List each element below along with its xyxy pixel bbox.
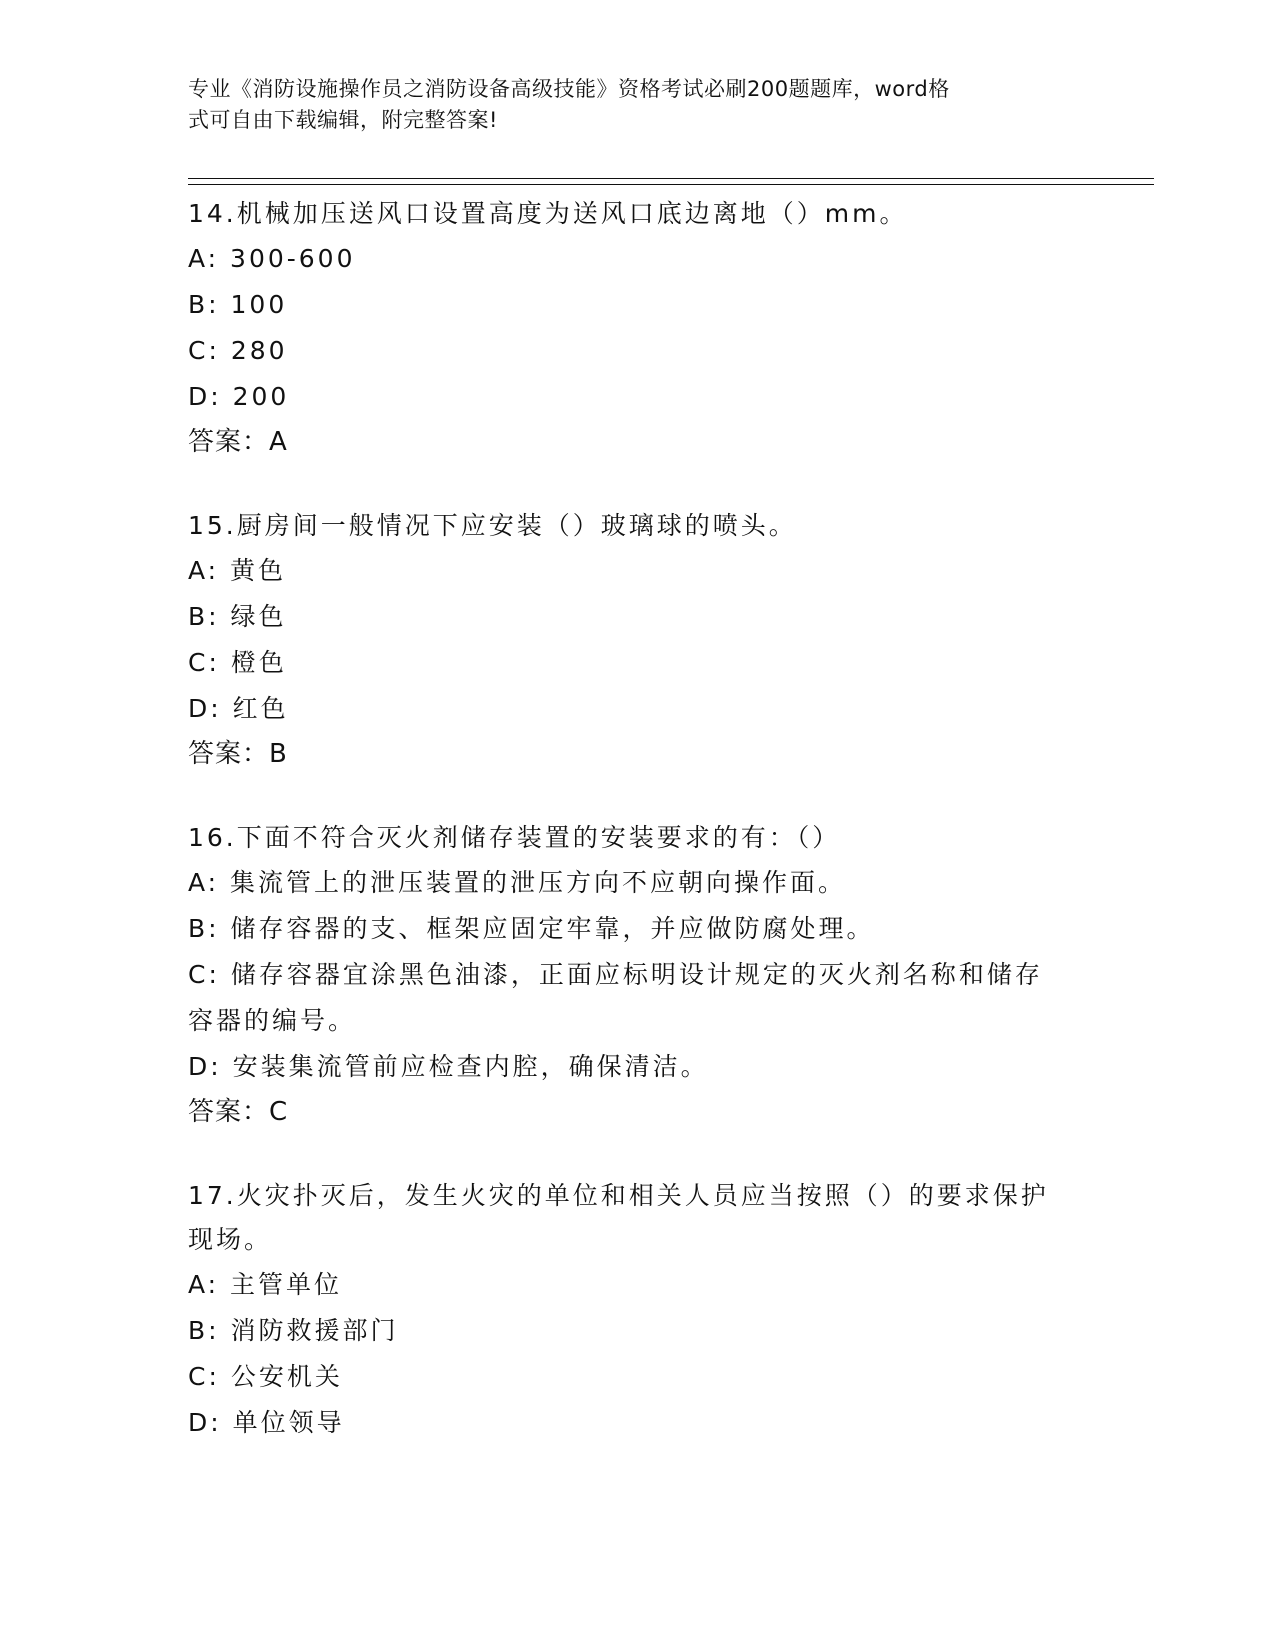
option-d: D: 红色 [188, 694, 289, 723]
answer-text: 答案：A [188, 427, 288, 457]
option-b: B: 绿色 [188, 602, 287, 631]
question-17 [188, 1174, 1078, 1446]
option-d: D: 安装集流管前应检查内腔，确保清洁。 [188, 1052, 709, 1081]
question-text: 16.下面不符合灭火剂储存装置的安装要求的有：（） [188, 823, 841, 852]
header-divider-bottom [188, 184, 1154, 185]
option-d: D: 单位领导 [188, 1408, 345, 1437]
question-16 [188, 816, 1078, 1134]
option-a: A: 主管单位 [188, 1270, 343, 1299]
question-text-continued: 现场。 [188, 1225, 273, 1254]
question-14 [188, 192, 1078, 464]
question-15 [188, 504, 1078, 776]
option-c: C: 橙色 [188, 648, 287, 677]
header-line-2: 式可自由下载编辑，附完整答案! [188, 108, 498, 132]
option-b: B: 消防救援部门 [188, 1316, 399, 1345]
option-a: A: 黄色 [188, 556, 287, 585]
header-line-1: 专业《消防设施操作员之消防设备高级技能》资格考试必刷200题题库，word格 [188, 77, 950, 101]
option-b: B: 100 [188, 290, 288, 319]
header-divider-top [188, 178, 1154, 179]
question-text: 17.火灾扑灭后，发生火灾的单位和相关人员应当按照（）的要求保护 [188, 1181, 1049, 1210]
option-a: A: 集流管上的泄压装置的泄压方向不应朝向操作面。 [188, 868, 847, 897]
option-c: C: 公安机关 [188, 1362, 343, 1391]
option-c: C: 储存容器宜涂黑色油漆，正面应标明设计规定的灭火剂名称和储存 [188, 960, 1043, 989]
question-list [188, 192, 1078, 1446]
answer-text: 答案：B [188, 739, 288, 769]
option-c: C: 280 [188, 336, 288, 365]
option-a: A: 300-600 [188, 244, 356, 273]
option-d: D: 200 [188, 382, 290, 411]
question-text: 15.厨房间一般情况下应安装（）玻璃球的喷头。 [188, 511, 797, 540]
answer-text: 答案：C [188, 1097, 289, 1127]
option-b: B: 储存容器的支、框架应固定牢靠，并应做防腐处理。 [188, 914, 875, 943]
document-header [188, 74, 1068, 136]
option-c-continued: 容器的编号。 [188, 1006, 357, 1035]
question-text: 14.机械加压送风口设置高度为送风口底边离地（）mm。 [188, 199, 908, 228]
